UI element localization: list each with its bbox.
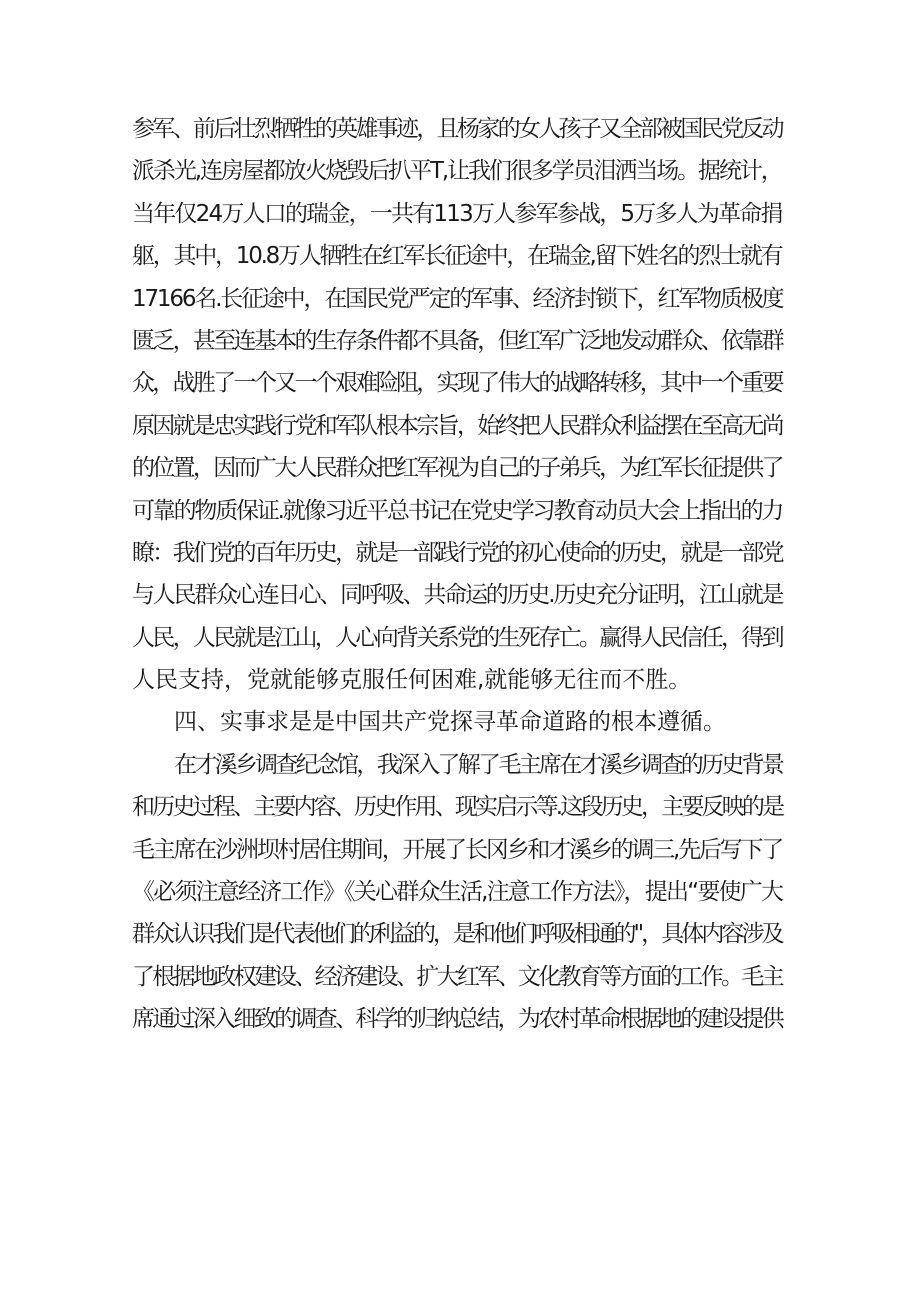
text-line: 匮乏，甚至连基本的生存条件都不具备，但红军广泛地发动群众、依靠群 [132,327,782,354]
text-line: 了根据地政权建设、经济建设、扩大红军、文化教育等方面的工作。毛主 [132,963,782,990]
text-line: 群众认识我们是代表他们的利益的，是和他们呼吸相通的"，具体内容涉及 [132,921,782,948]
text-line: 17166名.长征途中，在国民党严定的军事、经济封锁下，红军物质极度 [132,285,783,312]
text-line: 众，战胜了一个又一个艰难险阻，实现了伟大的战略转移，其中一个重要 [132,370,782,397]
text-line: 人民支持，党就能够克服任何困难,就能够无往而不胜。 [132,667,692,694]
text-line: 可靠的物质保证.就像习近平总书记在党史学习教育动员大会上指出的力 [132,497,783,524]
text-line: 毛主席在沙洲坝村居住期间，开展了长冈乡和才溪乡的调三,先后写下了 [132,836,783,863]
text-line: 与人民群众心连日心、同呼吸、共命运的历史.历史充分证明，江山就是 [132,582,783,609]
text-line: 当年仅24万人口的瑞金，一共有113万人参军参战，5万多人为革命捐 [132,200,782,227]
text-line: 《必须注意经济工作》《关心群众生活,注意工作方法》，提出“要使广大 [132,879,783,906]
text-line: 席通过深入细致的调查、科学的归纳总结，为农村革命根据地的建设提供 [132,1006,782,1033]
text-line: 的位置，因而广大人民群众把红军视为自己的子弟兵，为红军长征提供了 [132,455,782,482]
text-line: 人民，人民就是江山，人心向背关系党的生死存亡。赢得人民信任，得到 [132,624,782,651]
document-body [132,108,782,1041]
text-line: 躯，其中，10.8万人牺牲在红军长征途中，在瑞金,留下姓名的烈士就有 [132,243,782,270]
text-line: 派杀光,连房屋都放火烧毁后扒平T,让我们很多学员泪洒当场。据统计， [132,158,782,185]
text-line: 瞭：我们党的百年历史，就是一部践行党的初心使命的历史，就是一部党 [132,539,782,566]
paragraph-first-line: 在才溪乡调查纪念馆，我深入了解了毛主席在才溪乡调查的历史背景 [174,751,783,778]
section-heading: 四、实事求是是中国共产党探寻革命道路的根本遵循。 [174,709,726,736]
text-line: 和历史过程、主要内容、历史作用、现实启示等.这段历史，主要反映的是 [132,794,783,821]
text-line: 原因就是忠实践行党和军队根本宗旨，始终把人民群众利益摆在至高无尚 [132,412,782,439]
text-line: 参军、前后壮烈牺牲的英雄事迹，且杨家的女人孩子又全部被国民党反动 [132,116,782,142]
